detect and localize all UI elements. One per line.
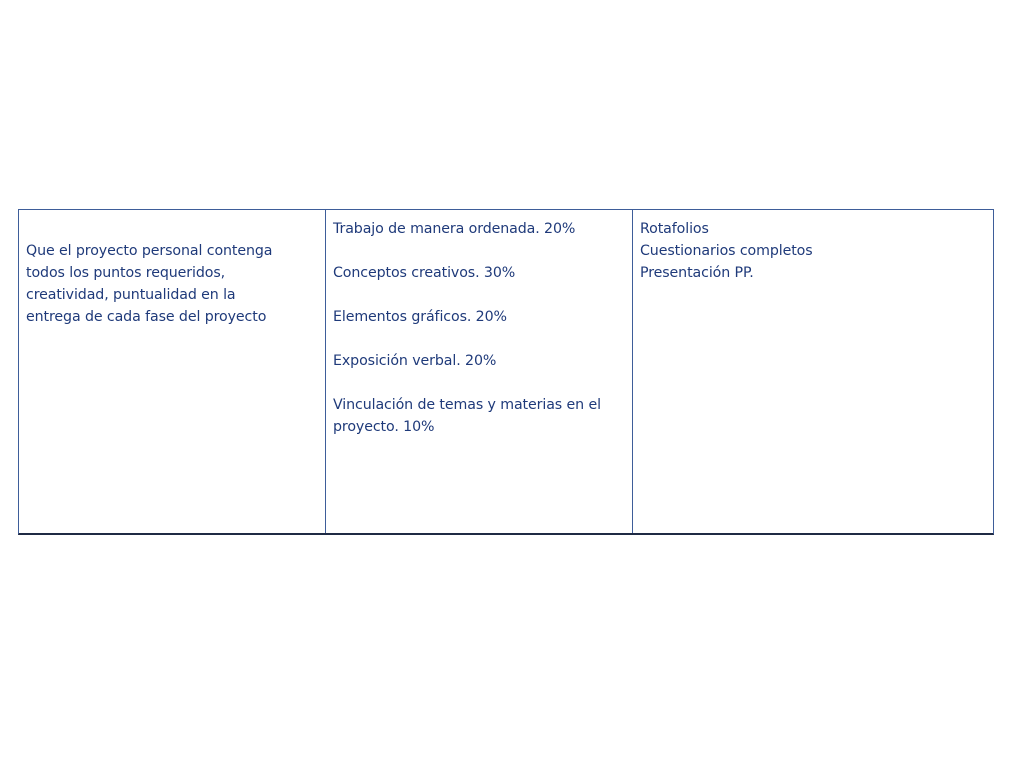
evidence-item: Rotafolios [640,221,709,237]
spacer [333,328,625,350]
evidence-item: Presentación PP. [640,265,754,281]
evaluation-item: Conceptos creativos. 30% [333,265,516,281]
criteria-line: todos los puntos requeridos, [26,265,226,281]
evaluation-item: Vinculación de temas y materias en el [333,397,601,413]
evaluation-item: Elementos gráficos. 20% [333,309,507,325]
evaluation-item: Exposición verbal. 20% [333,353,497,369]
criteria-cell [19,210,326,533]
evaluation-cell [326,210,633,533]
evaluation-item: proyecto. 10% [333,419,435,435]
criteria-line: entrega de cada fase del proyecto [26,309,267,325]
criteria-line: Que el proyecto personal contenga [26,243,273,259]
spacer [333,284,625,306]
evaluation-table [18,209,994,535]
spacer [333,372,625,394]
criteria-line: creatividad, puntualidad en la [26,287,236,303]
evidence-cell [633,210,993,533]
evaluation-item: Trabajo de manera ordenada. 20% [333,221,576,237]
spacer [333,240,625,262]
evidence-item: Cuestionarios completos [640,243,813,259]
